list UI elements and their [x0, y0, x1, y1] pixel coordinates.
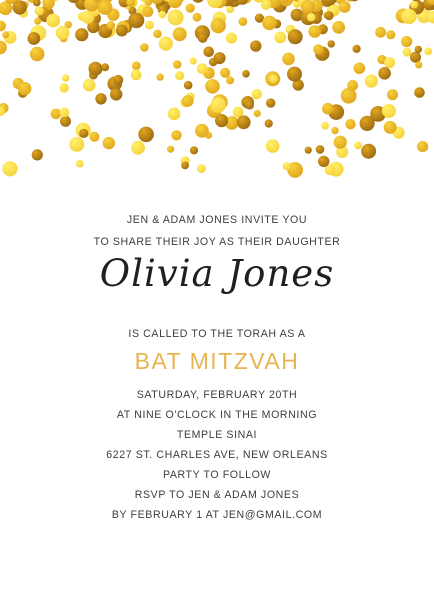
confetti-dot: [245, 101, 254, 110]
confetti-dot: [415, 46, 422, 53]
confetti-dot: [173, 27, 187, 41]
confetti-dot: [415, 61, 422, 68]
confetti-dot: [266, 98, 275, 107]
confetti-dot: [239, 17, 248, 26]
confetti-dot: [75, 28, 88, 41]
confetti-dot: [322, 103, 334, 115]
confetti-dot: [168, 108, 181, 121]
confetti-dot: [46, 14, 60, 28]
confetti-dot: [59, 83, 68, 92]
confetti-dot: [250, 40, 261, 51]
confetti-dot: [301, 0, 315, 14]
confetti-dot: [205, 79, 220, 94]
confetti-dot: [98, 0, 113, 15]
confetti-dot: [33, 0, 41, 6]
confetti-dot: [18, 82, 31, 95]
confetti-dot: [269, 75, 277, 83]
confetti-dot: [410, 0, 418, 8]
confetti-dot: [378, 67, 391, 80]
confetti-dot: [307, 13, 316, 22]
confetti-dot: [288, 29, 303, 44]
confetti-dot: [215, 114, 228, 127]
confetti-dot: [347, 80, 358, 91]
confetti-dot: [274, 32, 286, 44]
confetti-dot: [361, 144, 376, 159]
event-address: 6227 ST. CHARLES AVE, NEW ORLEANS: [106, 449, 328, 461]
rsvp-line: RSVP TO JEN & ADAM JONES: [134, 489, 300, 501]
confetti-dot: [0, 41, 7, 55]
confetti-dot: [321, 122, 329, 130]
called-to-torah-line: IS CALLED TO THE TORAH AS A: [128, 328, 306, 340]
confetti-dot: [197, 164, 206, 173]
confetti-dot: [167, 146, 174, 153]
confetti-dot: [159, 37, 173, 51]
confetti-dot: [384, 121, 397, 134]
confetti-dot: [282, 53, 295, 66]
confetti-dot: [186, 4, 195, 13]
event-venue: TEMPLE SINAI: [176, 429, 258, 441]
confetti-dot: [184, 81, 193, 90]
confetti-dot: [28, 32, 41, 45]
confetti-dot: [203, 47, 214, 58]
confetti-dot: [56, 26, 70, 40]
confetti-dot: [13, 0, 27, 14]
confetti-dot: [34, 18, 41, 25]
confetti-dot: [2, 31, 9, 38]
confetti-dot: [318, 156, 329, 167]
confetti-dot: [113, 75, 123, 85]
confetti-dot: [181, 162, 189, 170]
confetti-dot: [32, 149, 43, 160]
confetti-dot: [417, 141, 428, 152]
confetti-dot: [35, 6, 44, 15]
confetti-dot: [62, 74, 69, 81]
confetti-dot: [197, 63, 208, 74]
event-date: SATURDAY, FEBRUARY 20TH: [136, 389, 298, 401]
confetti-dot: [365, 75, 378, 88]
confetti-dot: [386, 30, 395, 39]
confetti-dot: [59, 108, 69, 118]
confetti-dot: [95, 93, 106, 104]
confetti-dot: [30, 47, 45, 62]
event-headline: BAT MITZVAH: [134, 348, 300, 374]
confetti-dot: [384, 57, 395, 68]
confetti-dot: [89, 62, 103, 76]
confetti-dot: [103, 137, 115, 149]
confetti-dot: [89, 132, 99, 142]
confetti-dot: [226, 76, 234, 84]
confetti-dot: [140, 43, 149, 52]
confetti-dot: [266, 139, 280, 153]
confetti-dot: [132, 61, 141, 70]
intro-line-2: TO SHARE THEIR JOY AS THEIR DAUGHTER: [93, 236, 341, 248]
confetti-dot: [375, 27, 386, 38]
confetti-dot: [153, 30, 161, 38]
intro-line-1: JEN & ADAM JONES INVITE YOU: [126, 214, 308, 226]
confetti-dot: [410, 52, 421, 63]
confetti-dot: [0, 21, 6, 32]
confetti-dot: [313, 44, 323, 54]
confetti-dot: [262, 16, 277, 31]
confetti-dot: [69, 137, 84, 152]
confetti-dot: [424, 48, 432, 56]
confetti-dot: [287, 67, 302, 82]
confetti-dot: [211, 97, 226, 112]
event-time: AT NINE O'CLOCK IN THE MORNING: [116, 409, 318, 421]
confetti-dot: [242, 70, 250, 78]
party-note: PARTY TO FOLLOW: [162, 469, 272, 481]
confetti-dot: [414, 87, 425, 98]
confetti-dot: [332, 21, 345, 34]
confetti-dot: [325, 11, 334, 20]
confetti-dot: [331, 127, 338, 134]
rsvp-deadline: BY FEBRUARY 1 AT JEN@GMAIL.COM: [111, 509, 323, 521]
confetti-dot: [214, 52, 226, 64]
confetti-dot: [353, 45, 361, 53]
gold-confetti-decoration: [0, 0, 434, 200]
confetti-dot: [403, 48, 412, 57]
confetti-dot: [191, 0, 204, 3]
confetti-dot: [360, 116, 375, 131]
confetti-dot: [401, 9, 416, 24]
confetti-dot: [339, 1, 351, 13]
confetti-dot: [265, 119, 273, 127]
confetti-dot: [354, 63, 366, 75]
confetti-dot: [401, 36, 412, 47]
confetti-dot: [107, 21, 116, 30]
confetti-dot: [334, 136, 347, 149]
confetti-dot: [131, 70, 142, 81]
confetti-dot: [51, 109, 62, 120]
confetti-dot: [131, 141, 145, 155]
confetti-dot: [211, 18, 226, 33]
confetti-dot: [83, 79, 96, 92]
confetti-dot: [168, 9, 184, 25]
confetti-dot: [110, 88, 122, 100]
confetti-dot: [226, 33, 237, 44]
confetti-dot: [175, 71, 184, 80]
confetti-dot: [328, 40, 335, 47]
confetti-dot: [382, 104, 396, 118]
confetti-dot: [220, 68, 230, 78]
confetti-dot: [261, 0, 271, 10]
confetti-dot: [2, 161, 17, 176]
confetti-dot: [237, 115, 251, 129]
confetti-dot: [142, 6, 153, 17]
confetti-dot: [283, 162, 291, 170]
confetti-dot: [171, 130, 181, 140]
confetti-dot: [387, 89, 398, 100]
confetti-dot: [190, 146, 198, 154]
confetti-dot: [156, 73, 163, 80]
confetti-dot: [308, 25, 321, 38]
confetti-dot: [190, 57, 197, 64]
confetti-dot: [354, 142, 362, 150]
confetti-dot: [76, 160, 84, 168]
confetti-dot: [159, 11, 167, 19]
confetti-dot: [138, 127, 154, 143]
confetti-dot: [345, 119, 355, 129]
confetti-dot: [198, 33, 208, 43]
honoree-name: Olivia Jones: [99, 252, 335, 295]
confetti-dot: [129, 13, 145, 29]
confetti-dot: [195, 124, 209, 138]
confetti-dot: [305, 147, 312, 154]
confetti-dot: [60, 116, 71, 127]
confetti-dot: [79, 129, 88, 138]
confetti-dot: [116, 25, 128, 37]
confetti-dot: [254, 110, 261, 117]
confetti-dot: [173, 60, 181, 68]
confetti-dot: [182, 95, 194, 107]
confetti-dot: [145, 21, 154, 30]
confetti-dot: [252, 89, 262, 99]
confetti-dot: [316, 145, 325, 154]
confetti-dot: [193, 13, 202, 22]
